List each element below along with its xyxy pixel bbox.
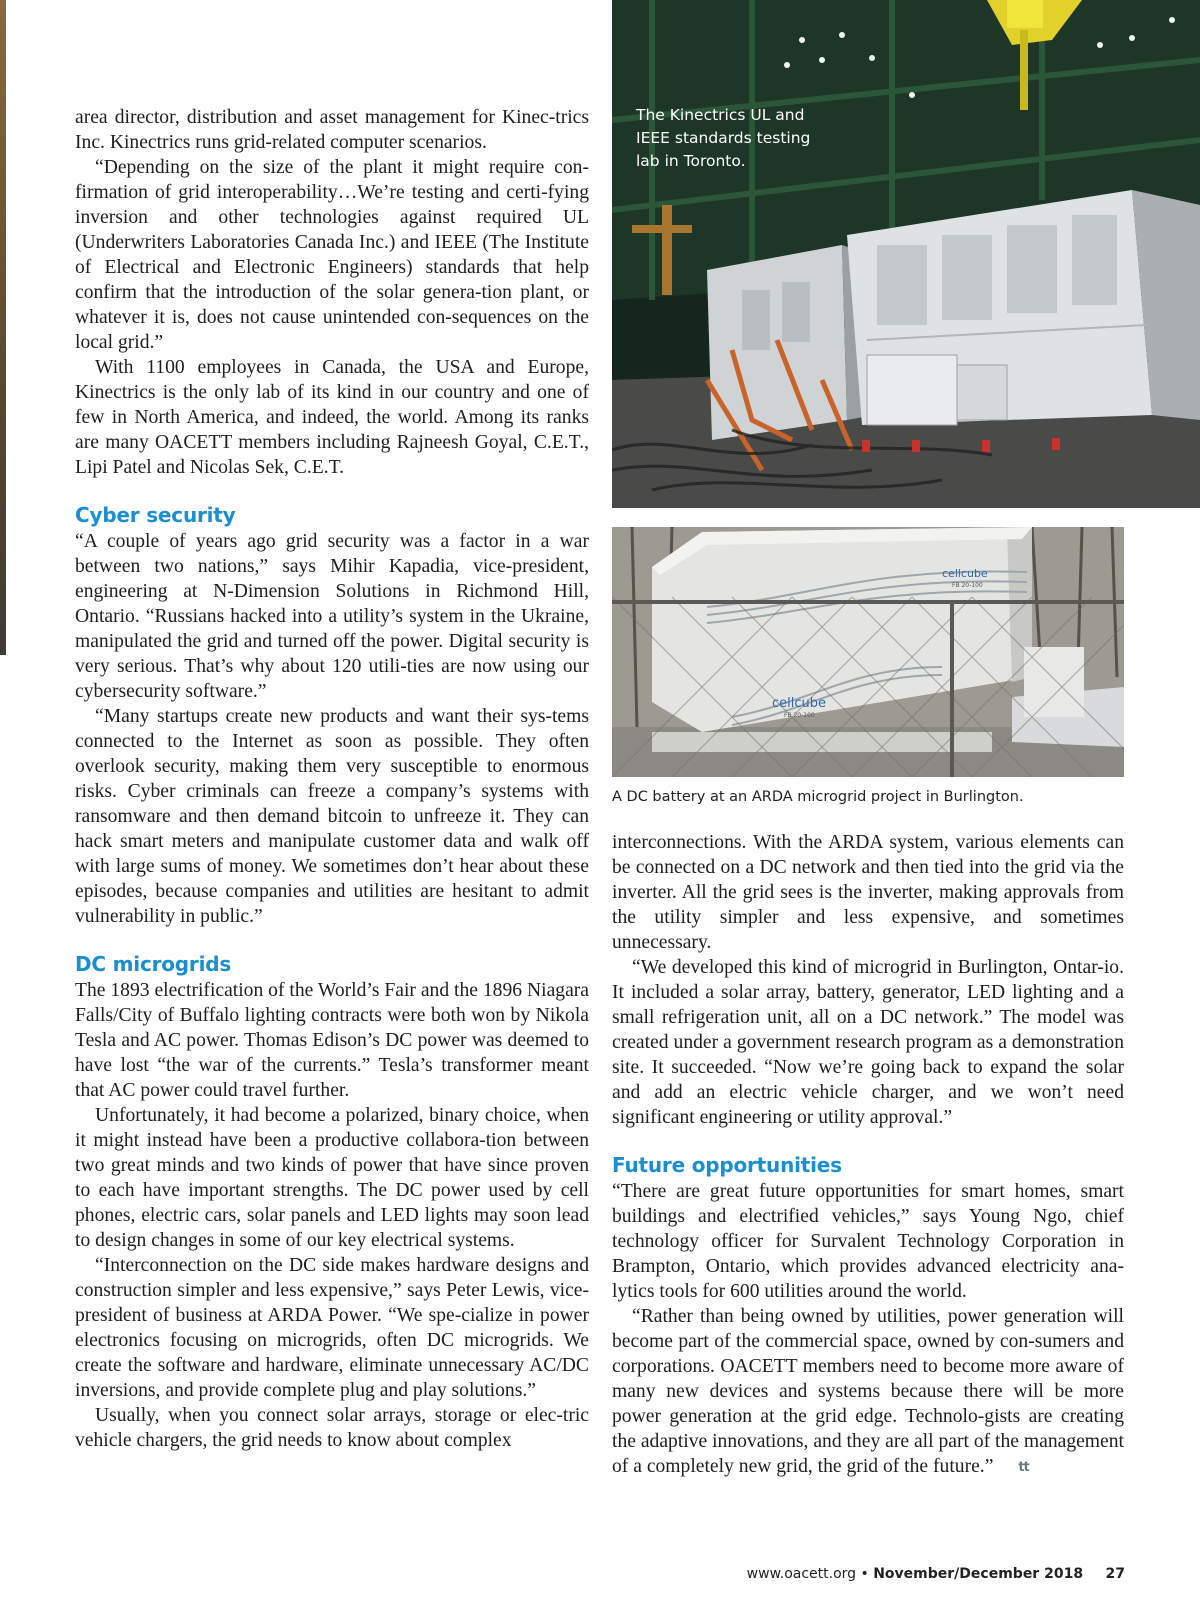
section-heading-dc-microgrids: DC microgrids	[75, 952, 232, 976]
paragraph: Unfortunately, it had become a polarized, binary choice, when it might instead have been a productive collabora-tion between two great minds and two kinds of power that have since proven to each have important strengths. The DC power used by cell phones, electric cars, solar panels and LED lights may soon lead to design changes in some of our key electrical systems.	[75, 1105, 589, 1251]
article-left-column	[75, 105, 589, 1453]
paragraph: The 1893 electrification of the World’s Fair and the 1896 Niagara Falls/City of Buffalo lighting contracts were both won by Nikola Tesla and AC power. Thomas Edison’s DC power was deemed to have lost “the war of the currents.” Tesla’s transformer meant that AC power could travel further.	[75, 980, 589, 1101]
section-heading-cyber-security: Cyber security	[75, 503, 236, 527]
paragraph: “Depending on the size of the plant it might require con-firmation of grid interoperability…We’re testing and certi-fying inversion and other technologies against required UL (Underwriters Laboratories Canada Inc.) and IEEE (The Institute of Electrical and Electronic Engineers) standards that help confirm that the introduction of the solar genera-tion plant, or whatever it is, does not cause unintended con-sequences on the local grid.”	[75, 157, 589, 353]
article-right-column	[612, 830, 1124, 1480]
paragraph: interconnections. With the ARDA system, various elements can be connected on a DC network and then tied into the grid via the inverter. All the grid sees is the inverter, making approvals from the utility simpler and less expensive, and sometimes unnecessary.	[612, 832, 1124, 953]
paragraph: “Many startups create new products and want their sys-tems connected to the Internet as soon as possible. They often overlook security, making them very susceptible to enormous risks. Cyber criminals can freeze a company’s systems with ransomware and then demand bitcoin to unfreeze it. They can hack smart meters and manipulate customer data and walk off with large sums of money. We sometimes don’t hear about these episodes, because companies and utilities are hesitant to admit vulnerability in public.”	[75, 706, 589, 927]
lab-photo-illustration	[612, 0, 1200, 508]
footer-website: www.oacett.org	[746, 1566, 857, 1582]
page-footer	[747, 1566, 1125, 1582]
footer-issue: November/December 2018	[873, 1566, 1084, 1582]
paragraph: area director, distribution and asset management for Kinec-trics Inc. Kinectrics runs grid-related computer scenarios.	[75, 107, 589, 153]
paragraph: “Interconnection on the DC side makes hardware designs and construction simpler and less expensive,” says Peter Lewis, vice-president of business at ARDA Power. “We spe-cialize in power electronics focusing on microgrids, often DC microgrids. We create the software and hardware, eliminate unnecessary AC/DC inversions, and provide complete plug and play solutions.”	[75, 1255, 589, 1401]
paragraph: “A couple of years ago grid security was a factor in a war between two nations,” says Mihir Kapadia, vice-president, engineering at N-Dimension Solutions in Richmond Hill, Ontario. “Russians hacked into a utility’s system in the Ukraine, manipulated the grid and turned off the power. Digital security is very serious. That’s why about 120 utili-ties are now using our cybersecurity software.”	[75, 531, 589, 702]
paragraph: With 1100 employees in Canada, the USA and Europe, Kinectrics is the only lab of its kind in our country and one of few in North America, and indeed, the world. Among its ranks are many OACETT members including Rajneesh Goyal, C.E.T., Lipi Patel and Nicolas Sek, C.E.T.	[75, 357, 589, 478]
battery-model-label-2: FB 20-100	[784, 712, 815, 719]
closing-paragraph-text: “Rather than being owned by utilities, power generation will become part of the commercial space, owned by con-sumers and corporations. OACETT members need to become more aware of many new devices and systems because there will be more power generation at the grid edge. Technolo-gists are creating the adaptive innovations, and they are all part of the management of a completely new grid, the grid of the future.”	[612, 1306, 1124, 1477]
battery-photo-caption: A DC battery at an ARDA microgrid project in Burlington.	[612, 789, 1024, 805]
footer-separator: •	[860, 1566, 869, 1582]
page-edge-strip	[0, 0, 6, 655]
dc-battery-photo	[612, 527, 1124, 777]
end-mark-icon: tt	[1018, 1460, 1029, 1475]
battery-photo-illustration	[612, 527, 1124, 777]
paragraph: “We developed this kind of microgrid in Burlington, Ontar-io. It included a solar array, battery, generator, LED lighting and a small refrigeration unit, all on a DC network.” The model was created under a government research program as a demonstration site. It succeeded. “Now we’re going back to expand the solar and add an electric vehicle charger, and we won’t need significant engineering or utility approval.”	[612, 957, 1124, 1128]
paragraph: Usually, when you connect solar arrays, storage or elec-tric vehicle chargers, the grid needs to know about complex	[75, 1405, 589, 1451]
kinectrics-lab-photo	[612, 0, 1200, 508]
battery-model-label-1: FB 20-100	[952, 582, 983, 589]
battery-brand-label-1: cellcube	[942, 567, 988, 580]
paragraph: “There are great future opportunities for smart homes, smart buildings and electrified vehicles,” says Young Ngo, chief technology officer for Survalent Technology Corporation in Brampton, Ontario, which provides advanced electricity ana-lytics tools for 600 utilities around the world.	[612, 1181, 1124, 1302]
page-number: 27	[1105, 1566, 1125, 1582]
lab-photo-caption: The Kinectrics UL and IEEE standards testing lab in Toronto.	[636, 106, 811, 170]
section-heading-future-opportunities: Future opportunities	[612, 1153, 842, 1177]
paragraph	[612, 1304, 1124, 1480]
battery-brand-label-2: cellcube	[772, 696, 827, 711]
